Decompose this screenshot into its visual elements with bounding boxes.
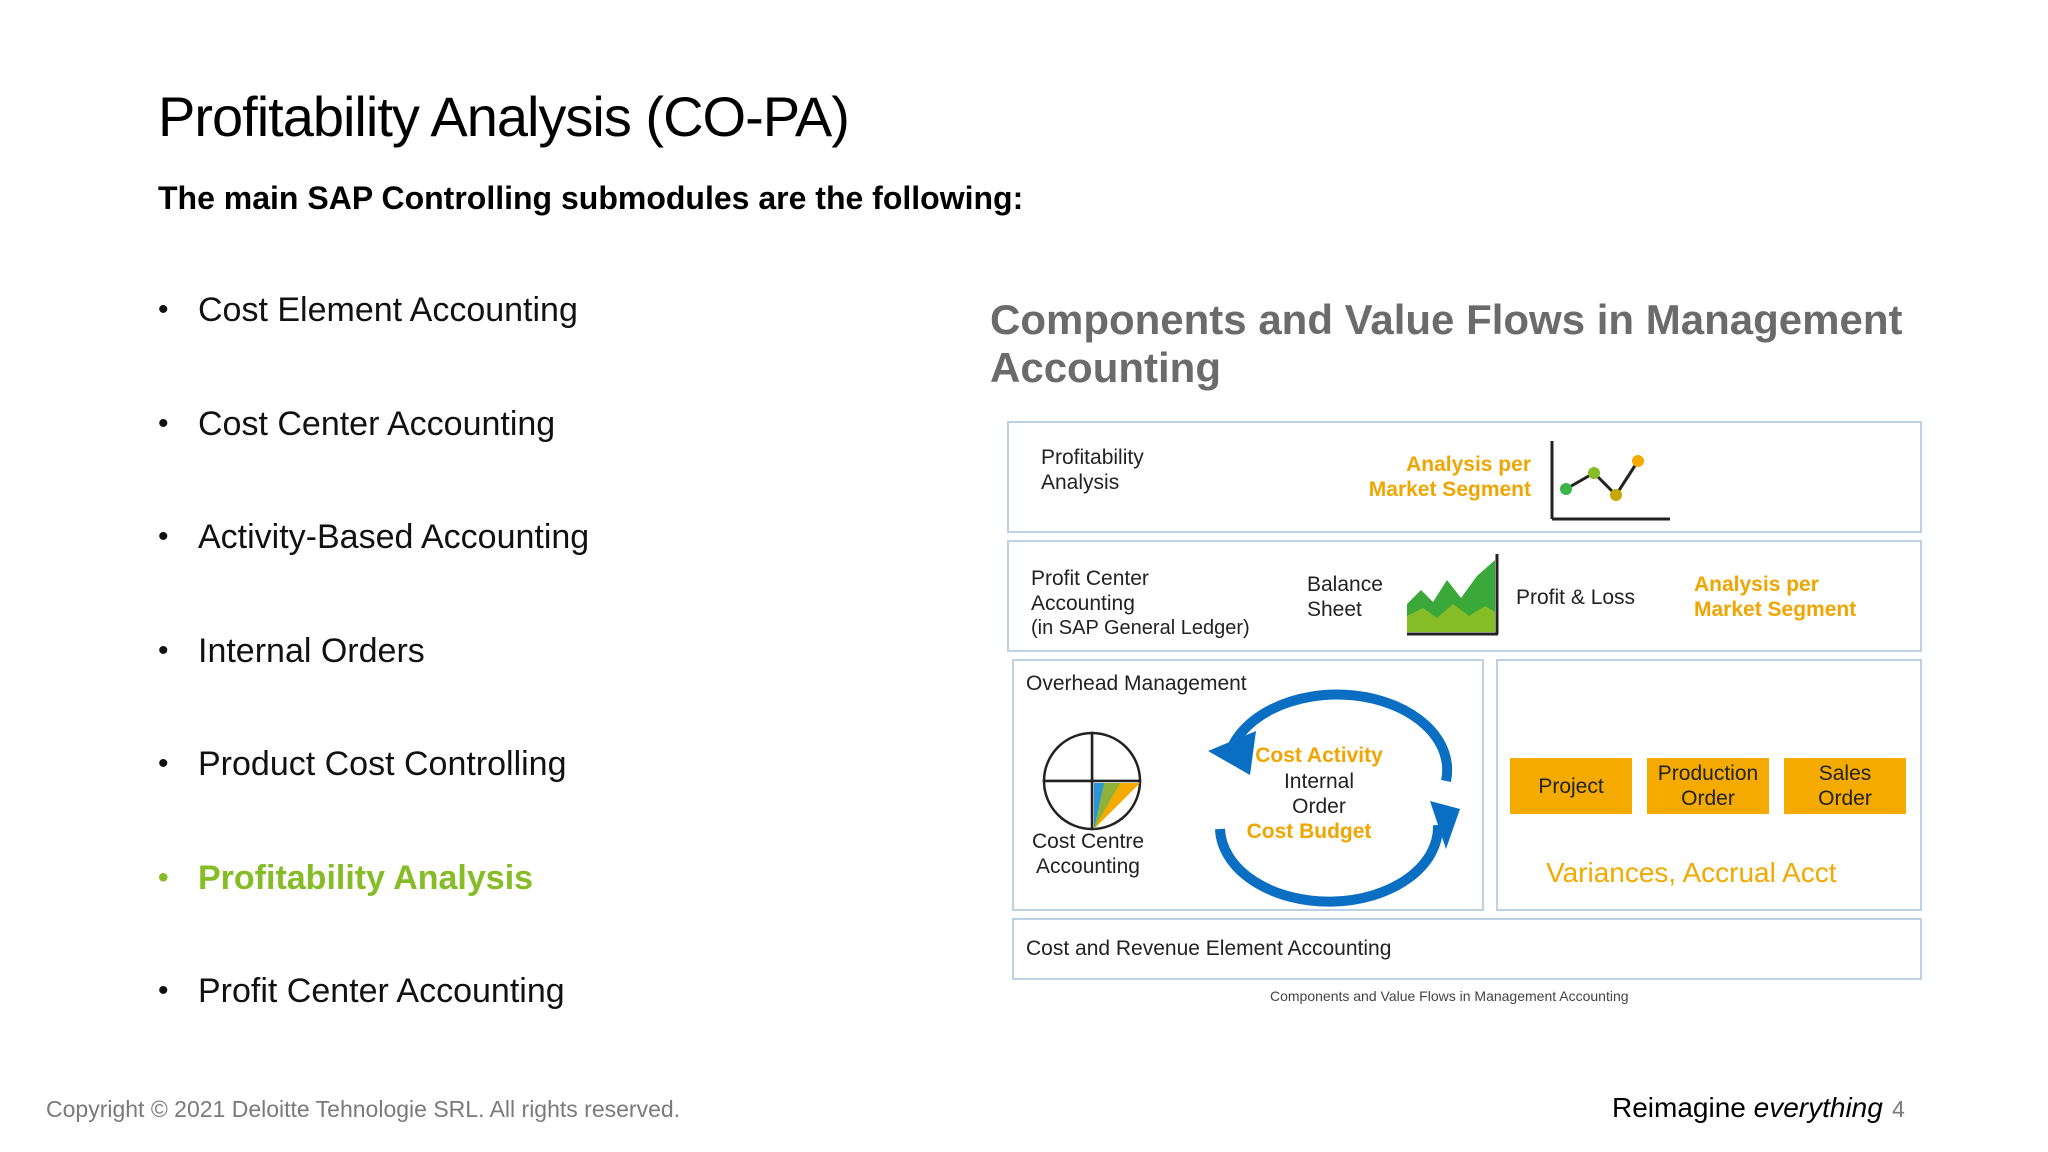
profit-center-label-3: (in SAP General Ledger): [1031, 617, 1250, 639]
tagline-emphasis: everything: [1753, 1092, 1883, 1123]
tagline-prefix: Reimagine: [1612, 1092, 1754, 1123]
diagram-heading: Components and Value Flows in Management Accounting: [990, 296, 1903, 391]
line-chart-icon: [1544, 435, 1674, 525]
copyright-text: Copyright © 2021 Deloitte Tehnologie SRL. All rights reserved.: [46, 1096, 681, 1122]
internal-label: Internal: [1283, 770, 1355, 793]
cost-centre-label-1: Cost Centre: [1031, 830, 1145, 853]
production-order-box: [1647, 758, 1769, 814]
project-box: Project: [1510, 758, 1632, 814]
profit-center-panel: [1007, 540, 1922, 652]
submodule-list: [158, 290, 589, 1085]
sales-label-2: Order: [1818, 787, 1872, 810]
cost-budget-label: Cost Budget: [1246, 820, 1372, 843]
analysis-label-2: Market Segment: [1368, 478, 1531, 501]
profitability-label-1: Profitability: [1041, 446, 1144, 469]
bullet-item-active: • Profitability Analysis: [158, 858, 589, 972]
balance-sheet-label-1: Balance: [1307, 573, 1383, 596]
variances-label: Variances, Accrual Acct: [1546, 857, 1837, 888]
slide-subtitle: The main SAP Controlling submodules are the following:: [158, 180, 1024, 216]
bullet-item: • Product Cost Controlling: [158, 744, 589, 858]
profit-loss-label: Profit & Loss: [1516, 586, 1636, 609]
balance-sheet-label-2: Sheet: [1307, 598, 1362, 621]
tagline: [1612, 1092, 1883, 1124]
page-number: 4: [1892, 1096, 1905, 1122]
overhead-title: Overhead Management: [1026, 672, 1247, 695]
overhead-panel: [1012, 659, 1484, 911]
cost-revenue-panel: [1012, 918, 1922, 980]
production-label-1: Production: [1657, 762, 1759, 785]
sales-label-1: Sales: [1818, 762, 1872, 785]
profitability-panel: [1007, 421, 1922, 533]
bullet-item: • Cost Center Accounting: [158, 404, 589, 518]
bullet-item: • Internal Orders: [158, 631, 589, 745]
profit-center-label-2: Accounting: [1031, 592, 1135, 615]
bullet-item: • Profit Center Accounting: [158, 971, 589, 1085]
diagram-caption: Components and Value Flows in Management Accounting: [1270, 988, 1629, 1004]
orders-panel: [1496, 659, 1922, 911]
area-chart-icon: [1407, 554, 1502, 636]
cost-revenue-label: Cost and Revenue Element Accounting: [1026, 937, 1392, 960]
profit-center-label-1: Profit Center: [1031, 567, 1149, 590]
pie-chart-icon: [1042, 731, 1152, 831]
cost-centre-label-2: Accounting: [1036, 855, 1140, 878]
slide-title: Profitability Analysis (CO-PA): [158, 85, 849, 148]
order-label: Order: [1292, 795, 1346, 818]
bullet-item: • Activity-Based Accounting: [158, 517, 589, 631]
profitability-label-2: Analysis: [1041, 471, 1120, 494]
production-label-2: Order: [1681, 787, 1735, 810]
analysis-label-2: Market Segment: [1694, 598, 1857, 621]
analysis-label-1: Analysis per: [1694, 573, 1819, 596]
cost-activity-label: Cost Activity: [1255, 744, 1383, 767]
sales-order-box: [1784, 758, 1906, 814]
bullet-item: • Cost Element Accounting: [158, 290, 589, 404]
analysis-label-1: Analysis per: [1406, 453, 1531, 476]
